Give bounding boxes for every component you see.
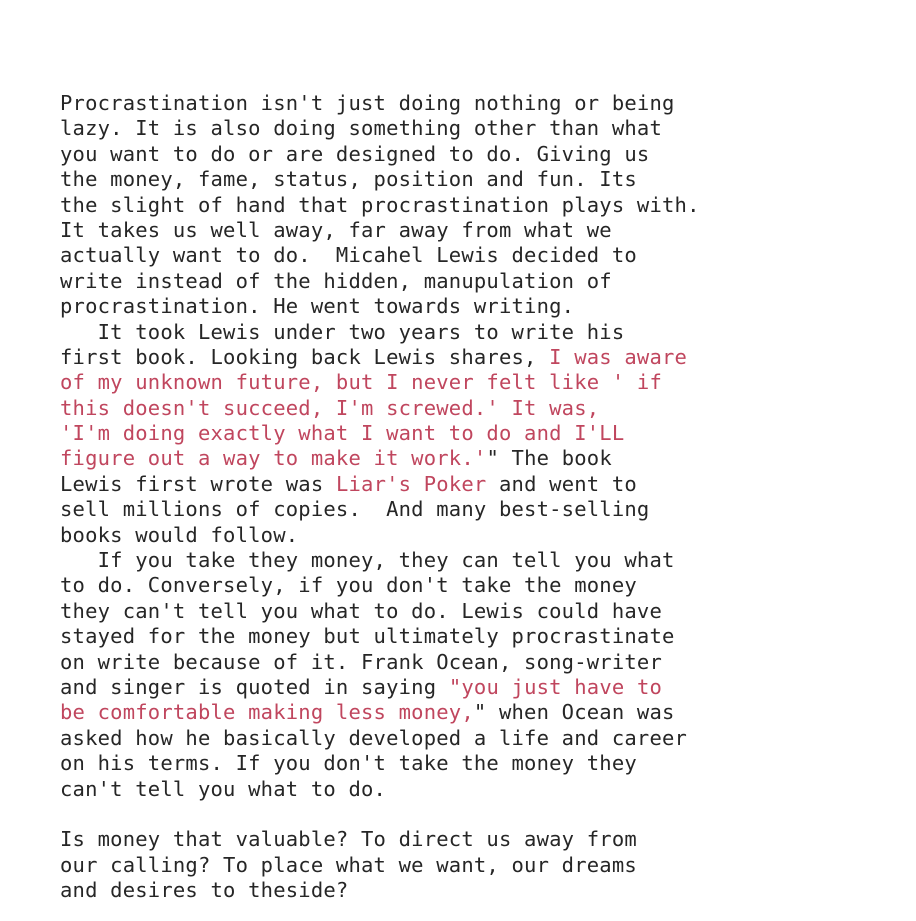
- text-line: lazy. It is also doing something other than what: [60, 116, 663, 141]
- text-line: [60, 345, 860, 370]
- text-line: the slight of hand that procrastination plays with.: [60, 192, 700, 217]
- paragraph-gap: [60, 802, 860, 827]
- text-line: to do. Conversely, if you don't take the money: [60, 573, 637, 598]
- text-line: books would follow.: [60, 522, 299, 547]
- text-line: the money, fame, status, position and fun. Its: [60, 167, 637, 192]
- text-line: and desires to theside?: [60, 878, 349, 903]
- text-line: actually want to do. Micahel Lewis decided to: [60, 243, 637, 268]
- text-line: procrastination. He went towards writing.: [60, 294, 575, 319]
- quote-text: I was aware: [549, 344, 688, 369]
- text-line: [60, 675, 860, 700]
- quote-line: of my unknown future, but I never felt like ' if: [60, 370, 663, 395]
- text-line: can't tell you what to do.: [60, 776, 387, 801]
- text-line: Is money that valuable? To direct us away from: [60, 827, 637, 852]
- quote-line: this doesn't succeed, I'm screwed.' It was,: [60, 395, 600, 420]
- text-line: on write because of it. Frank Ocean, song-writer: [60, 649, 663, 674]
- text-line: our calling? To place what we want, our dreams: [60, 852, 637, 877]
- paragraph-4: [60, 827, 860, 903]
- text-line: [60, 700, 860, 725]
- text-line: write instead of the hidden, manupulation of: [60, 268, 612, 293]
- plain-text: " The book: [486, 446, 612, 471]
- text-line: stayed for the money but ultimately procrastinate: [60, 624, 675, 649]
- text-line: [60, 472, 860, 497]
- paragraph-3: [60, 548, 860, 802]
- text-line: [60, 446, 860, 471]
- plain-text: first book. Looking back Lewis shares,: [60, 344, 550, 369]
- text-line: you want to do or are designed to do. Giving us: [60, 141, 650, 166]
- quote-text: "you just have to: [448, 674, 663, 699]
- plain-text: Lewis first wrote was: [60, 471, 336, 496]
- quote-line: 'I'm doing exactly what I want to do and I'LL: [60, 421, 625, 446]
- typewritten-page: [60, 91, 860, 904]
- text-line: Procrastination isn't just doing nothing or being: [60, 91, 675, 115]
- plain-text: and singer is quoted in saying: [60, 674, 449, 699]
- book-title: Liar's Poker: [335, 471, 487, 496]
- quote-text: be comfortable making less money,: [60, 700, 474, 725]
- text-line: sell millions of copies. And many best-selling: [60, 497, 650, 522]
- text-line: It took Lewis under two years to write his: [60, 319, 625, 344]
- text-line: on his terms. If you don't take the money they: [60, 751, 637, 776]
- paragraph-1: [60, 91, 860, 320]
- text-line: It takes us well away, far away from what we: [60, 217, 612, 242]
- plain-text: " when Ocean was: [473, 700, 675, 725]
- paragraph-2: [60, 320, 860, 549]
- text-line: asked how he basically developed a life and career: [60, 725, 688, 750]
- quote-text: figure out a way to make it work.': [60, 446, 487, 471]
- plain-text: and went to: [486, 471, 637, 496]
- text-line: If you take they money, they can tell you what: [60, 548, 675, 573]
- text-line: they can't tell you what to do. Lewis could have: [60, 598, 663, 623]
